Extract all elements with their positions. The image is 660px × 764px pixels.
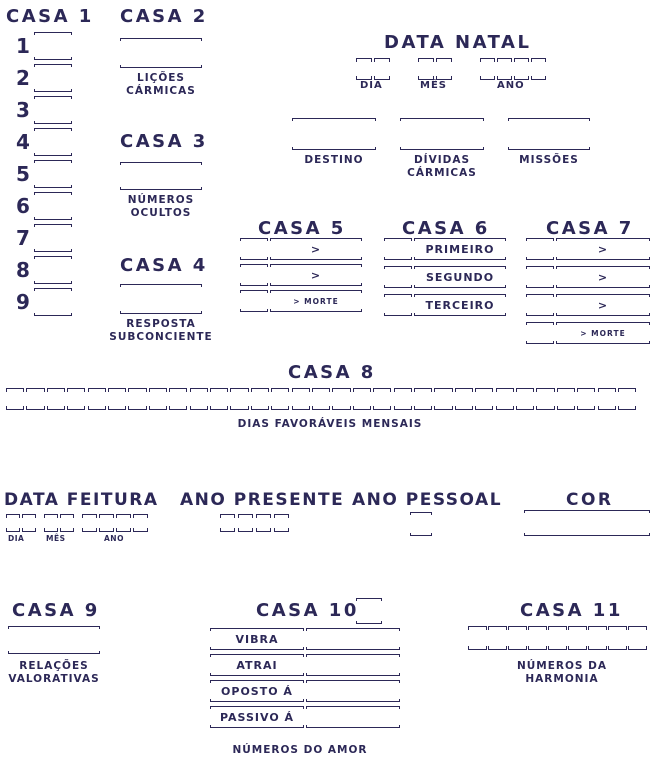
casa1-number: 1 — [16, 34, 30, 58]
casa2-field[interactable] — [120, 38, 202, 68]
casa7-title: CASA 7 — [546, 218, 634, 239]
casa5-small-field[interactable] — [240, 290, 268, 312]
ano-presente-segment[interactable] — [238, 528, 253, 532]
casa10-row-label: VIBRA — [235, 632, 279, 646]
data-natal-segment[interactable] — [514, 58, 529, 62]
casa1-field[interactable] — [34, 128, 72, 156]
data-natal-mes-label: MÊS — [420, 80, 447, 91]
casa1-field[interactable] — [34, 160, 72, 188]
casa8-segment[interactable] — [67, 388, 85, 392]
data-feitura-segment[interactable] — [22, 514, 36, 518]
casa6-field[interactable] — [414, 294, 506, 316]
data-feitura-dia-label: DIA — [8, 534, 25, 543]
casa10-value-field[interactable] — [306, 680, 400, 702]
missoes-label: MISSÕES — [519, 154, 579, 166]
casa10-value-field[interactable] — [306, 706, 400, 728]
casa7-field[interactable] — [556, 294, 650, 316]
data-natal-segment[interactable] — [436, 58, 452, 62]
casa8-segment[interactable] — [312, 406, 330, 410]
casa8-segment[interactable] — [618, 406, 636, 410]
ano-presente-title: ANO PRESENTE — [180, 490, 345, 510]
casa6-title: CASA 6 — [402, 218, 490, 239]
casa8-segment[interactable] — [516, 388, 534, 392]
casa2-label: LIÇÕES CÁRMICAS — [126, 72, 196, 97]
casa8-segment[interactable] — [128, 388, 146, 392]
casa6-row-label: TERCEIRO — [425, 298, 495, 312]
casa11-segment[interactable] — [488, 626, 507, 630]
casa5-row-label: > — [310, 268, 322, 282]
ano-presente-segment[interactable] — [256, 514, 271, 518]
casa10-label-field[interactable] — [210, 680, 304, 702]
casa10-title: CASA 10 — [256, 600, 359, 621]
data-natal-title: DATA NATAL — [384, 32, 532, 53]
casa8-segment[interactable] — [190, 406, 208, 410]
casa1-number: 7 — [16, 226, 30, 250]
dividas-label: DÍVIDAS CÁRMICAS — [407, 154, 477, 179]
casa8-segment[interactable] — [169, 388, 187, 392]
casa8-segment[interactable] — [455, 406, 473, 410]
casa10-label-field[interactable] — [210, 654, 304, 676]
casa6-field[interactable] — [414, 266, 506, 288]
data-natal-segment[interactable] — [374, 58, 390, 62]
casa11-title: CASA 11 — [520, 600, 623, 621]
casa11-segment[interactable] — [608, 646, 627, 650]
casa2-title: CASA 2 — [120, 6, 208, 27]
casa5-row-label: > — [310, 242, 322, 256]
casa11-segment[interactable] — [628, 646, 647, 650]
data-feitura-segment[interactable] — [44, 528, 58, 532]
data-natal-ano-label: ANO — [497, 80, 525, 91]
casa8-segment[interactable] — [149, 406, 167, 410]
casa1-field[interactable] — [34, 32, 72, 60]
casa8-segment[interactable] — [598, 406, 616, 410]
casa1-field[interactable] — [34, 256, 72, 284]
data-natal-segment[interactable] — [497, 58, 512, 62]
data-natal-segment[interactable] — [418, 58, 434, 62]
data-feitura-segment[interactable] — [60, 514, 74, 518]
casa11-segment[interactable] — [548, 646, 567, 650]
missoes-field[interactable] — [508, 118, 590, 150]
casa10-row-label: PASSIVO Á — [219, 710, 295, 724]
casa6-small-field[interactable] — [384, 266, 412, 288]
casa8-segment[interactable] — [88, 406, 106, 410]
casa11-segment[interactable] — [508, 646, 527, 650]
casa8-segment[interactable] — [108, 388, 126, 392]
casa8-segment[interactable] — [394, 406, 412, 410]
data-natal-segment[interactable] — [356, 58, 372, 62]
data-feitura-segment[interactable] — [6, 528, 20, 532]
casa11-segment[interactable] — [548, 626, 567, 630]
casa8-segment[interactable] — [271, 388, 289, 392]
ano-pessoal-title: ANO PESSOAL — [352, 490, 503, 510]
casa8-segment[interactable] — [496, 388, 514, 392]
casa11-segment[interactable] — [528, 626, 547, 630]
casa8-segment[interactable] — [67, 406, 85, 410]
casa5-field[interactable] — [270, 264, 362, 286]
casa10-value-field[interactable] — [306, 628, 400, 650]
destino-field[interactable] — [292, 118, 376, 150]
casa8-segment[interactable] — [577, 388, 595, 392]
casa8-title: CASA 8 — [288, 362, 376, 383]
casa8-segment[interactable] — [434, 388, 452, 392]
casa8-segment[interactable] — [210, 406, 228, 410]
casa3-title: CASA 3 — [120, 131, 208, 152]
casa8-segment[interactable] — [434, 406, 452, 410]
casa8-segment[interactable] — [230, 406, 248, 410]
casa8-segment[interactable] — [557, 388, 575, 392]
data-feitura-segment[interactable] — [44, 514, 58, 518]
casa8-segment[interactable] — [312, 388, 330, 392]
casa5-small-field[interactable] — [240, 238, 268, 260]
casa8-segment[interactable] — [516, 406, 534, 410]
casa1-field[interactable] — [34, 288, 72, 316]
casa7-field[interactable] — [556, 322, 650, 344]
casa11-segment[interactable] — [508, 626, 527, 630]
casa11-segment[interactable] — [488, 646, 507, 650]
casa8-segment[interactable] — [353, 406, 371, 410]
casa8-segment[interactable] — [271, 406, 289, 410]
casa1-number: 6 — [16, 194, 30, 218]
casa8-segment[interactable] — [536, 388, 554, 392]
casa8-segment[interactable] — [230, 388, 248, 392]
casa8-segment[interactable] — [210, 388, 228, 392]
casa7-row-label: > — [597, 270, 609, 284]
casa8-segment[interactable] — [88, 388, 106, 392]
data-feitura-segment[interactable] — [116, 528, 131, 532]
casa10-label-field[interactable] — [210, 706, 304, 728]
casa11-label: NÚMEROS DA HARMONIA — [516, 660, 607, 685]
data-feitura-segment[interactable] — [133, 514, 148, 518]
casa8-segment[interactable] — [47, 388, 65, 392]
casa10-row-label: ATRAI — [236, 658, 278, 672]
data-feitura-segment[interactable] — [82, 514, 97, 518]
casa7-small-field[interactable] — [526, 322, 554, 344]
casa8-segment[interactable] — [557, 406, 575, 410]
casa9-title: CASA 9 — [12, 600, 100, 621]
casa8-segment[interactable] — [475, 388, 493, 392]
casa8-segment[interactable] — [251, 406, 269, 410]
data-feitura-mes-label: MÊS — [46, 534, 66, 543]
casa5-row-label: > MORTE — [293, 296, 339, 306]
casa4-label: RESPOSTA SUBCONCIENTE — [109, 318, 213, 343]
casa5-title: CASA 5 — [258, 218, 346, 239]
casa8-segment[interactable] — [496, 406, 514, 410]
casa7-small-field[interactable] — [526, 266, 554, 288]
casa8-segment[interactable] — [414, 406, 432, 410]
casa5-small-field[interactable] — [240, 264, 268, 286]
casa7-small-field[interactable] — [526, 238, 554, 260]
casa8-segment[interactable] — [6, 388, 24, 392]
casa7-row-label: > — [597, 298, 609, 312]
casa8-segment[interactable] — [26, 388, 44, 392]
casa8-segment[interactable] — [149, 388, 167, 392]
casa10-row-label: OPOSTO Á — [221, 684, 293, 698]
casa8-segment[interactable] — [475, 406, 493, 410]
cor-field[interactable] — [524, 510, 650, 536]
casa7-field[interactable] — [556, 238, 650, 260]
casa1-field[interactable] — [34, 192, 72, 220]
data-feitura-ano-label: ANO — [104, 534, 124, 543]
casa9-field[interactable] — [8, 626, 100, 654]
data-feitura-segment[interactable] — [99, 514, 114, 518]
data-natal-segment[interactable] — [531, 76, 546, 80]
casa1-title: CASA 1 — [6, 6, 94, 27]
casa7-small-field[interactable] — [526, 294, 554, 316]
data-feitura-segment[interactable] — [60, 528, 74, 532]
casa8-segment[interactable] — [598, 388, 616, 392]
data-natal-dia-label: DIA — [360, 80, 383, 91]
casa7-field[interactable] — [556, 266, 650, 288]
casa6-field[interactable] — [414, 238, 506, 260]
ano-presente-segment[interactable] — [238, 514, 253, 518]
casa8-segment[interactable] — [373, 388, 391, 392]
data-feitura-title: DATA FEITURA — [4, 490, 159, 510]
ano-presente-segment[interactable] — [274, 514, 289, 518]
casa7-row-label: > — [597, 242, 609, 256]
destino-label: DESTINO — [304, 154, 364, 166]
data-natal-segment[interactable] — [480, 76, 495, 80]
casa1-number: 2 — [16, 66, 30, 90]
casa8-segment[interactable] — [251, 388, 269, 392]
casa11-segment[interactable] — [628, 626, 647, 630]
casa8-segment[interactable] — [455, 388, 473, 392]
casa5-field[interactable] — [270, 238, 362, 260]
casa8-segment[interactable] — [26, 406, 44, 410]
casa9-label: RELAÇÕES VALORATIVAS — [8, 660, 100, 685]
casa8-segment[interactable] — [128, 406, 146, 410]
data-feitura-segment[interactable] — [99, 528, 114, 532]
casa11-segment[interactable] — [588, 646, 607, 650]
dividas-field[interactable] — [400, 118, 484, 150]
casa1-number: 4 — [16, 130, 30, 154]
casa1-number: 8 — [16, 258, 30, 282]
casa1-field[interactable] — [34, 224, 72, 252]
casa3-label: NÚMEROS OCULTOS — [127, 194, 195, 219]
data-feitura-segment[interactable] — [22, 528, 36, 532]
data-feitura-segment[interactable] — [133, 528, 148, 532]
casa4-field[interactable] — [120, 284, 202, 314]
casa8-segment[interactable] — [577, 406, 595, 410]
data-natal-segment[interactable] — [480, 58, 495, 62]
casa1-field[interactable] — [34, 64, 72, 92]
casa11-segment[interactable] — [568, 646, 587, 650]
casa11-segment[interactable] — [468, 626, 487, 630]
data-feitura-segment[interactable] — [6, 514, 20, 518]
casa8-segment[interactable] — [536, 406, 554, 410]
casa10-label-field[interactable] — [210, 628, 304, 650]
casa8-segment[interactable] — [332, 388, 350, 392]
ano-presente-segment[interactable] — [220, 528, 235, 532]
casa8-segment[interactable] — [6, 406, 24, 410]
data-natal-segment[interactable] — [531, 58, 546, 62]
casa10-value-field[interactable] — [306, 654, 400, 676]
casa3-field[interactable] — [120, 162, 202, 190]
casa8-segment[interactable] — [47, 406, 65, 410]
casa8-segment[interactable] — [169, 406, 187, 410]
casa8-label: DIAS FAVORÁVEIS MENSAIS — [237, 418, 423, 430]
ano-presente-segment[interactable] — [274, 528, 289, 532]
casa11-segment[interactable] — [608, 626, 627, 630]
casa4-title: CASA 4 — [120, 255, 208, 276]
casa8-segment[interactable] — [292, 406, 310, 410]
casa7-row-label: > MORTE — [580, 328, 626, 338]
casa8-segment[interactable] — [618, 388, 636, 392]
casa10-field[interactable] — [356, 598, 382, 624]
casa1-number: 5 — [16, 162, 30, 186]
casa6-row-label: PRIMEIRO — [425, 242, 495, 256]
casa8-segment[interactable] — [332, 406, 350, 410]
ano-pessoal-field[interactable] — [410, 512, 432, 536]
casa6-small-field[interactable] — [384, 238, 412, 260]
casa8-segment[interactable] — [414, 388, 432, 392]
casa11-segment[interactable] — [468, 646, 487, 650]
data-feitura-segment[interactable] — [82, 528, 97, 532]
casa11-segment[interactable] — [528, 646, 547, 650]
casa8-segment[interactable] — [292, 388, 310, 392]
casa11-segment[interactable] — [568, 626, 587, 630]
casa6-row-label: SEGUNDO — [425, 270, 495, 284]
ano-presente-segment[interactable] — [220, 514, 235, 518]
data-feitura-segment[interactable] — [116, 514, 131, 518]
casa1-number: 3 — [16, 98, 30, 122]
casa1-field[interactable] — [34, 96, 72, 124]
casa8-segment[interactable] — [190, 388, 208, 392]
casa6-small-field[interactable] — [384, 294, 412, 316]
casa1-number: 9 — [16, 290, 30, 314]
casa10-label: NÚMEROS DO AMOR — [232, 744, 368, 756]
casa8-segment[interactable] — [108, 406, 126, 410]
casa8-segment[interactable] — [353, 388, 371, 392]
casa8-segment[interactable] — [373, 406, 391, 410]
cor-title: COR — [566, 490, 614, 510]
casa11-segment[interactable] — [588, 626, 607, 630]
casa8-segment[interactable] — [394, 388, 412, 392]
casa5-field[interactable] — [270, 290, 362, 312]
ano-presente-segment[interactable] — [256, 528, 271, 532]
